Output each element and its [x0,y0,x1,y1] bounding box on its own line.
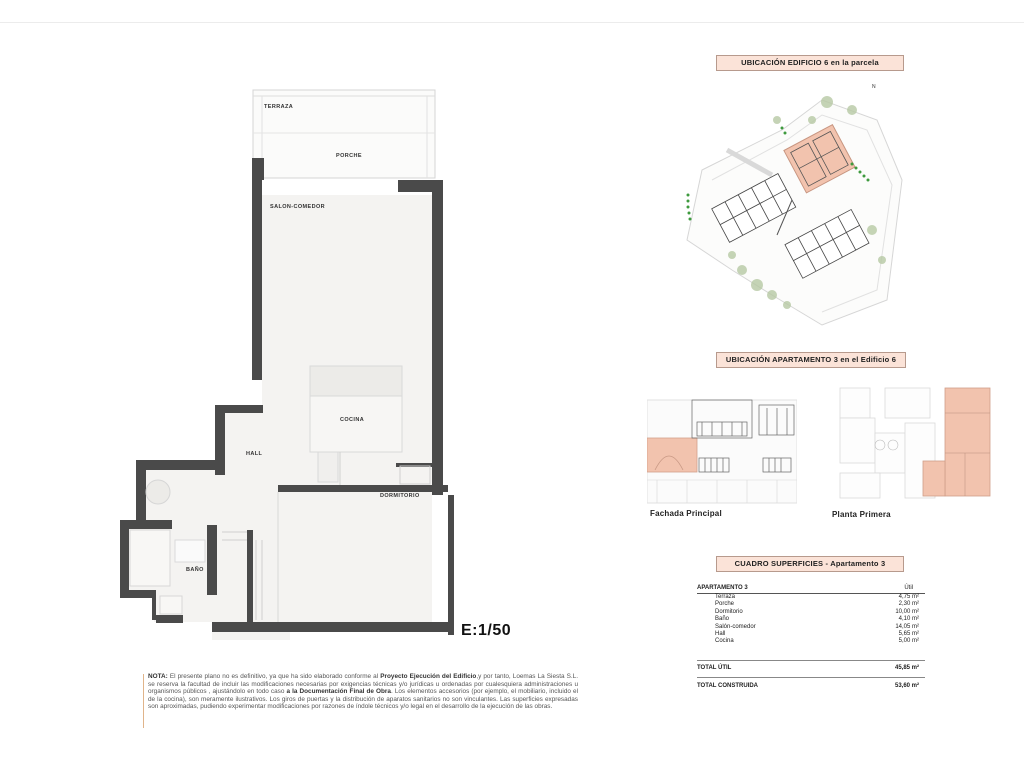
table-header-name: APARTAMENTO 3 [697,585,748,591]
site-location-title: UBICACIÓN EDIFICIO 6 en la parcela [716,55,904,71]
row-value: 5,65 m² [898,631,919,637]
site-plan-drawing [672,80,912,330]
note-text-1: El presente plano no es definitivo, ya que ha sido elaborado conforme al [167,673,381,680]
row-name: Dormitorio [715,609,743,615]
svg-text:N: N [872,84,876,90]
table-row [715,616,925,623]
table-row [715,609,925,616]
room-label-hall: HALL [246,451,263,457]
row-name: Cocina [715,638,734,644]
note-lead: NOTA: [148,673,168,680]
row-name: Porche [715,601,735,607]
room-label-bano: BAÑO [186,567,204,573]
floor-drawing [835,383,995,508]
note-text-2: ,y por tanto, Loemas La Siesta S.L. se reserva la facultad de incluir las modificaciones necesarias por exigencias técnicas y/o jurídicas u ordenadas por cualesquiera administraciones u organismos públicos , ajustándolo en todo caso [148,673,578,696]
row-name: Salón-comedor [715,624,756,630]
surfaces-title: CUADRO SUPERFICIES - Apartamento 3 [716,556,904,572]
floor-caption: Planta Primera [832,510,891,519]
facade-thumbnail [647,380,797,505]
table-header-value: Útil [904,585,913,591]
apartment-location-title: UBICACIÓN APARTAMENTO 3 en el Edificio 6 [716,352,906,368]
note-bold-1: Proyecto Ejecución del Edificio [380,673,477,680]
floor-thumbnail [835,383,995,508]
table-row [715,624,925,631]
row-value: 14,05 m² [895,624,919,630]
room-label-terraza: TERRAZA [264,104,294,110]
table-row [715,638,925,645]
note-text-3: . Los elementos accesorios (por ejemplo, el mobiliario, incluido el de la cocina), son meramente ilustrativos. Los giros de puertas y la distribución de aparatos sanitarios no son vinculantes. Las superficies expresadas son aproximadas, pudiendo experimentar modificaciones por razones de índole técnicos y/o legal en el desarrollo de la ejecución de las obras. [148,688,578,711]
row-name: Hall [715,631,726,637]
room-label-porche: PORCHE [336,153,362,159]
total-util-row [697,665,925,671]
total-construida-label: TOTAL CONSTRUIDA [697,683,758,689]
row-name: Terraza [715,594,736,600]
table-row [715,631,925,638]
note-bold-2: a la Documentación Final de Obra [286,688,391,696]
table-row [715,601,925,608]
total-construida-value: 53,60 m² [894,683,919,689]
site-plan-thumbnail [672,80,912,330]
row-value: 2,30 m² [898,601,919,607]
row-name: Baño [715,616,730,622]
facade-caption: Fachada Principal [650,509,722,518]
row-value: 4,10 m² [898,616,919,622]
note-accent-bar [143,674,144,728]
plan-scale: E:1/50 [461,622,512,639]
total-construida-row [697,683,925,689]
total-util-label: TOTAL ÚTIL [697,665,732,671]
room-label-cocina: COCINA [340,417,365,423]
row-value: 5,00 m² [898,638,919,644]
facade-drawing [647,380,797,505]
table-row [715,594,925,601]
disclaimer-note [148,673,578,711]
room-label-salon-comedor: SALON-COMEDOR [270,204,326,210]
room-label-dormitorio: DORMITORIO [380,493,420,499]
row-value: 10,00 m² [895,609,919,615]
row-value: 4,75 m² [898,594,919,600]
total-util-value: 45,85 m² [894,665,919,671]
